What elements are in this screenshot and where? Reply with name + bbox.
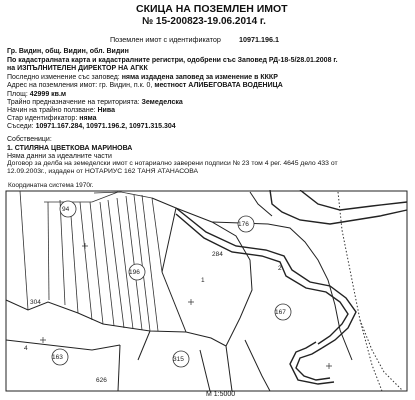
parcel-label-626: 626: [96, 377, 107, 384]
owner-share: Няма данни за идеалните части: [7, 153, 112, 160]
parcel-label-284: 284: [212, 251, 223, 258]
neighbours-line: Съседи: 10971.167.284, 10971.196.2, 10971.315.304: [7, 123, 176, 130]
identifier-value: 10971.196.1: [239, 35, 279, 44]
parcel-number-circles: [52, 201, 291, 367]
last-change-line: Последно изменение със заповед: няма издадена заповед за изменение в КККР: [7, 74, 278, 81]
sketch-number: № 15-200823-19.06.2014 г.: [142, 16, 266, 27]
approval-line: По кадастралната карта и кадастралните регистри, одобрени със Заповед РД-18-5/28.01.2008 г.: [7, 57, 338, 64]
map-scale: М 1:5000: [206, 391, 236, 398]
parcel-label-315: 315: [173, 356, 184, 363]
deed-line-1: Договор за делба на земеделски имот с нотариално заверени подписи № 23 том 4 рег. 4645 дело 433 от: [7, 160, 338, 167]
map-hatch: [20, 191, 162, 331]
parcel-label-196: 196: [129, 269, 140, 276]
cadastral-map: [0, 190, 415, 400]
owners-heading: Собственици:: [7, 136, 52, 143]
location-line: Гр. Видин, общ. Видин, обл. Видин: [7, 48, 129, 55]
parcel-label-94: 94: [62, 206, 70, 213]
sketch-title: СКИЦА НА ПОЗЕМЛЕН ИМОТ: [136, 3, 288, 15]
address-line: Адрес на поземления имот: гр. Видин, п.к. 0, местност АЛИБЕГОВАТА ВОДЕНИЦА: [7, 82, 283, 89]
parcel-label-2: 2: [278, 265, 282, 272]
parcel-label-167: 167: [275, 309, 286, 316]
identifier-label: Поземлен имот с идентификатор: [110, 35, 221, 44]
agency-line: на ИЗПЪЛНИТЕЛЕН ДИРЕКТОР НА АГКК: [7, 65, 148, 72]
parcel-label-304: 304: [30, 299, 41, 306]
area-line: Площ: 42999 кв.м: [7, 91, 67, 98]
owner-name: 1. СТИЛЯНА ЦВЕТКОВА МАРИНОВА: [7, 145, 133, 152]
parcel-label-1: 1: [201, 277, 205, 284]
parcel-label-163: 163: [52, 354, 63, 361]
road-lines: [176, 190, 407, 384]
old-identifier-line: Стар идентификатор: няма: [7, 115, 97, 122]
parcel-label-176: 176: [238, 221, 249, 228]
coordinate-system: Координатна система 1970г.: [8, 182, 94, 189]
purpose-line: Трайно предназначение на територията: Земеделска: [7, 99, 183, 106]
parcel-label-4: 4: [24, 345, 28, 352]
usage-line: Начин на трайно ползване: Нива: [7, 107, 115, 114]
deed-line-2: 12.09.2003г., издаден от НОТАРИУС 162 ТАНЯ АТАНАСОВА: [7, 168, 199, 175]
